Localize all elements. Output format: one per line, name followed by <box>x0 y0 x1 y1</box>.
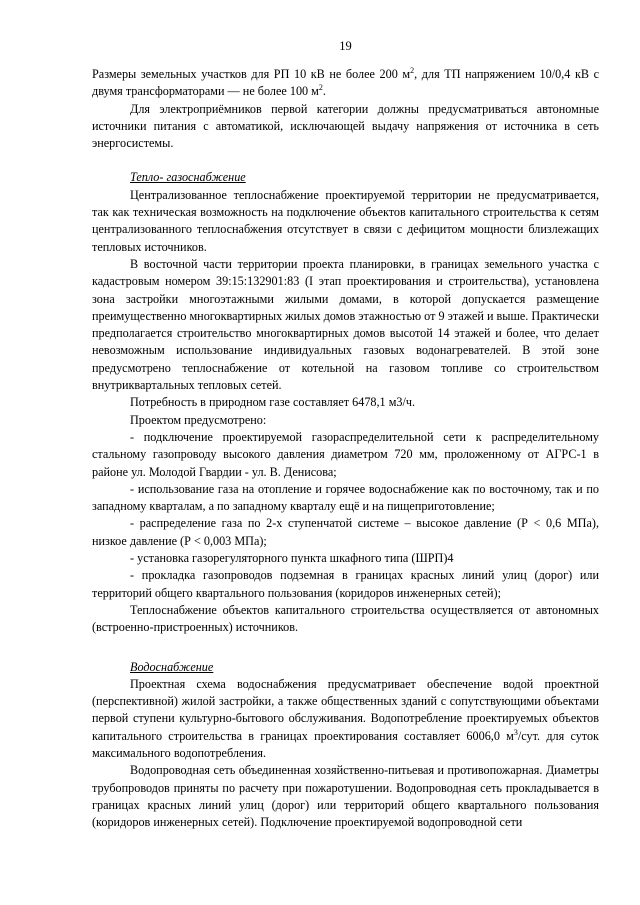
page-number: 19 <box>339 39 352 53</box>
paragraph-autonomous-heating: Теплоснабжение объектов капитального строительства осуществляется от автономных (встроенно-пристроенных) источников. <box>92 602 599 635</box>
spacer <box>92 637 599 659</box>
paragraph-project-provides: Проектом предусмотрено: <box>130 412 267 427</box>
superscript: 2 <box>410 65 415 75</box>
page-body <box>92 66 599 831</box>
paragraph-water-scheme: Проектная схема водоснабжения предусматривает обеспечение водой проектной (перспективной) жилой застройки, а также общественных зданий с сопутствующими объектами первой ступени культурно-бытового обслуживания. Водопотребление проектируемых объектов капитального строительства в границах проектирования составляет 6006,0 $м^3$/сут. для суток максимального водопотребления. <box>92 676 599 760</box>
spacer <box>92 152 599 169</box>
section-heading-water: Водоснабжение <box>130 659 214 674</box>
section-heading-heat-gas: Тепло- газоснабжение <box>130 170 246 185</box>
list-item-gas-distribution: - распределение газа по 2-х ступенчатой системе – высокое давление (Р < 0,6 МПа), низкое давление (Р < 0,003 МПа); <box>92 516 599 548</box>
superscript: 3 <box>513 727 518 737</box>
list-item-pipelines: - прокладка газопроводов подземная в границах красных линий улиц (дорог) или территорий общего квартального пользования (коридоров инженерных сетей); <box>92 568 599 600</box>
list-item-regulator: - установка газорегуляторного пункта шкафного типа (ШРП)4 <box>130 551 454 566</box>
superscript: 2 <box>318 83 323 93</box>
paragraph-gas-demand: Потребность в природном газе составляет 6478,1 м3/ч. <box>130 395 416 410</box>
paragraph-eastern-part: В восточной части территории проекта планировки, в границах земельного участка с кадастровым номером 39:15:132901:83 (I этап проектирования и строительства), установлена зона застройки многоэтажными жилыми домами, в которой допускается размещение преимущественно многоквартирных жилых домов этажностью от 9 этажей и выше. Практически предполагается строительство многоквартирных домов высотой 14 этажей и более, что делает невозможным использование индивидуальных газовых водонагревателей. В этой зоне предусмотрено теплоснабжение от котельной на газовом топливе со строительством внутриквартальных тепловых сетей. <box>92 256 599 393</box>
paragraph-substation-plots: Размеры земельных участков для РП 10 кВ не более 200 $м^2$, для ТП напряжением 10/0,4 кВ с двумя трансформаторами — не более 100 $м^2$. <box>92 65 599 99</box>
paragraph-water-network: Водопроводная сеть объединенная хозяйственно-питьевая и противопожарная. Диаметры трубопроводов приняты по расчету при пожаротушении. Водопроводная сеть прокладывается в границах красных линий улиц (дорог) или территорий общего квартального пользования (коридоров инженерных сетей). Подключение проектируемой водопроводной сети <box>92 763 599 830</box>
paragraph-power-receivers: Для электроприёмников первой категории должны предусматриваться автономные источники питания с автоматикой, исключающей выдачу напряжения от источника в сеть энергосистемы. <box>92 101 599 151</box>
list-item-gas-use: - использование газа на отопление и горячее водоснабжение как по восточному, так и по западному кварталам, а по западному кварталу ещё и на пищеприготовление; <box>92 481 599 514</box>
paragraph-central-heating: Централизованное теплоснабжение проектируемой территории не предусматривается, так как техническая возможность на подключение объектов капитального строительства к сетям централизованного теплоснабжения отсутствует в связи с дефицитом мощности близлежащих тепловых источников. <box>92 187 599 254</box>
list-item-gas-connection: - подключение проектируемой газораспределительной сети к распределительному стальному газопроводу высокого давления диаметром 720 мм, проложенному от АГРС-1 в районе ул. Молодой Гвардии - ул. В. Денисова; <box>92 429 599 479</box>
